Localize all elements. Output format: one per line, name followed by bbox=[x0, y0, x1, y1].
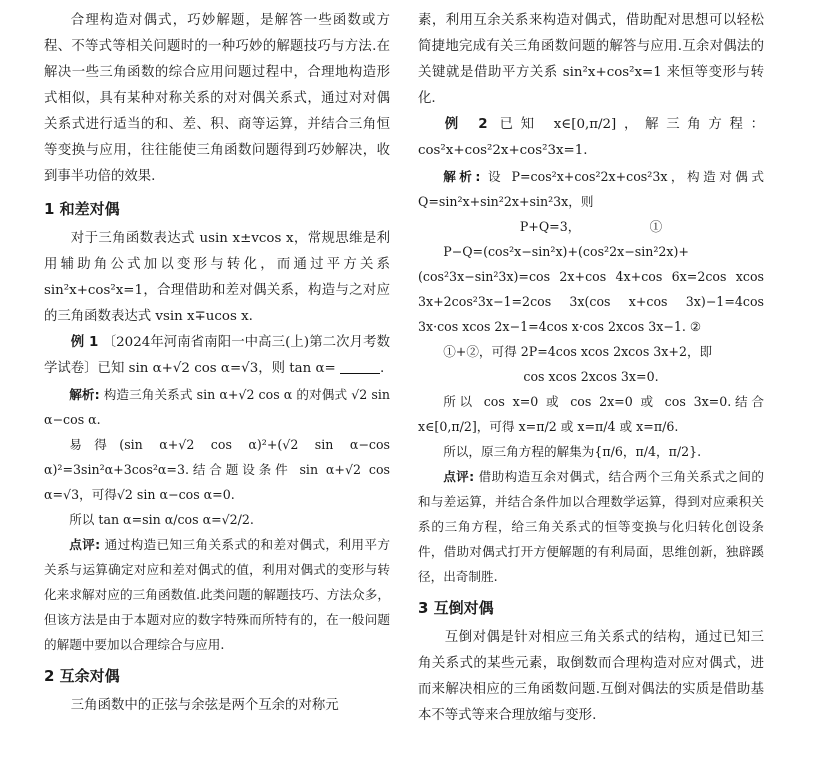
comment-1-label: 点评: bbox=[69, 537, 101, 552]
equation-1: P+Q=3， ① bbox=[519, 219, 663, 234]
right-column bbox=[418, 8, 764, 729]
example-2-text: 已知 x∈[0,π/2]，解三角方程：cos²x+cos²2x+cos²3x=1. bbox=[418, 117, 764, 158]
section-2-continued: 素，利用互余关系来构造对偶式，借助配对思想可以轻松简捷地完成有关三角函数问题的解答与应用.互余对偶法的关键就是借助平方关系 sin²x+cos²x=1 来恒等变形与转化. bbox=[418, 13, 764, 106]
section-heading-1: 1 和差对偶 bbox=[44, 200, 120, 218]
solution-1-result: 所以 tan α=sin α/cos α=√2/2. bbox=[69, 512, 254, 527]
section-1-text: 对于三角函数表达式 usin x±vcos x，常规思维是利用辅助角公式加以变形与转化，而通过平方关系 sin²x+cos²x=1，合理借助和差对偶关系，构造与之对应的三角函数表达式 vsin x∓ucos x. bbox=[44, 231, 390, 324]
answer-blank bbox=[340, 361, 380, 374]
solution-2 bbox=[418, 164, 764, 214]
solution-1-text: 构造三角关系式 sin α+√2 cos α 的对偶式 √2 sin α−cos α. bbox=[44, 387, 390, 427]
comment-1 bbox=[44, 532, 390, 657]
section-heading-3: 3 互倒对偶 bbox=[418, 599, 494, 617]
example-2 bbox=[418, 112, 764, 164]
comment-2 bbox=[418, 464, 764, 589]
solution-2-set: 所以，原三角方程的解集为{π/6，π/4，π/2}. bbox=[443, 444, 702, 459]
comment-2-text: 借助构造互余对偶式，结合两个三角关系式之间的和与差运算，并结合条件加以合理数学运算，得到对应乘积关系的三角方程，给三角关系式的恒等变换与化归转化创设条件，借助对偶式打开方便解题的有利局面，思维创新，独辟蹊径，出奇制胜. bbox=[418, 469, 764, 584]
left-column bbox=[44, 8, 390, 719]
equation-4: cos xcos 2xcos 3x=0. bbox=[523, 369, 659, 384]
example-1 bbox=[44, 330, 390, 382]
section-2-text: 三角函数中的正弦与余弦是两个互余的对称元 bbox=[70, 698, 339, 713]
example-1-label: 例 1 bbox=[70, 335, 99, 350]
solution-1-step: 易得(sin α+√2 cos α)²+(√2 sin α−cos α)²=3sin²α+3cos²α=3.结合题设条件 sin α+√2 cos α=√3，可得√2 sin α−cos α=0. bbox=[44, 437, 390, 502]
solution-1 bbox=[44, 382, 390, 432]
equation-2: P−Q=(cos²x−sin²x)+(cos²2x−sin²2x)+(cos²3x−sin²3x)=cos 2x+cos 4x+cos 6x=2cos xcos 3x+2cos²3x−1=2cos 3x(cos x+cos 3x)−1=4cos 3x·cos xcos 2x−1=4cos x·cos 2xcos 3x−1. ② bbox=[418, 244, 764, 334]
comment-1-text: 通过构造已知三角关系式的和差对偶式，利用平方关系与运算确定对应和差对偶式的值，利用对偶式的变形与转化来求解对应的三角函数值.此类问题的解题技巧、方法众多，但该方法是由于本题对应的数字特殊而所特有的，在一般问题的解题中要加以合理综合与应用. bbox=[44, 537, 390, 652]
section-heading-2: 2 互余对偶 bbox=[44, 667, 120, 685]
example-2-label: 例 2 bbox=[444, 117, 488, 132]
example-1-text: 〔2024年河南省南阳一中高三(上)第二次月考数学试卷〕已知 sin α+√2 cos α=√3，则 tan α= bbox=[44, 335, 390, 376]
comment-2-label: 点评: bbox=[443, 469, 475, 484]
solution-2-text: 设 P=cos²x+cos²2x+cos²3x，构造对偶式 Q=sin²x+sin²2x+sin²3x，则 bbox=[418, 169, 764, 209]
example-1-end: . bbox=[380, 361, 385, 376]
solution-2-label: 解析: bbox=[443, 169, 481, 184]
solution-2-cases: 所以 cos x=0 或 cos 2x=0 或 cos 3x=0.结合 x∈[0,π/2]，可得 x=π/2 或 x=π/4 或 x=π/6. bbox=[418, 394, 764, 434]
solution-1-label: 解析: bbox=[69, 387, 100, 402]
equation-3: ①+②，可得 2P=4cos xcos 2xcos 3x+2，即 bbox=[443, 344, 713, 359]
intro-paragraph: 合理构造对偶式，巧妙解题，是解答一些函数或方程、不等式等相关问题时的一种巧妙的解题技巧与方法.在解决一些三角函数的综合应用问题过程中，合理地构造形式相似，具有某种对称关系的对对偶关系式，通过对对偶关系式进行适当的和、差、积、商等运算，并结合三角恒等变换与应用，往往能使三角函数问题得到巧妙解决，收到事半功倍的效果. bbox=[44, 13, 390, 184]
section-3-text: 互倒对偶是针对相应三角关系式的结构，通过已知三角关系式的某些元素，取倒数而合理构造对应对偶式，进而来解决相应的三角函数问题.互倒对偶法的实质是借助基本不等式等来合理放缩与变形. bbox=[418, 630, 764, 723]
